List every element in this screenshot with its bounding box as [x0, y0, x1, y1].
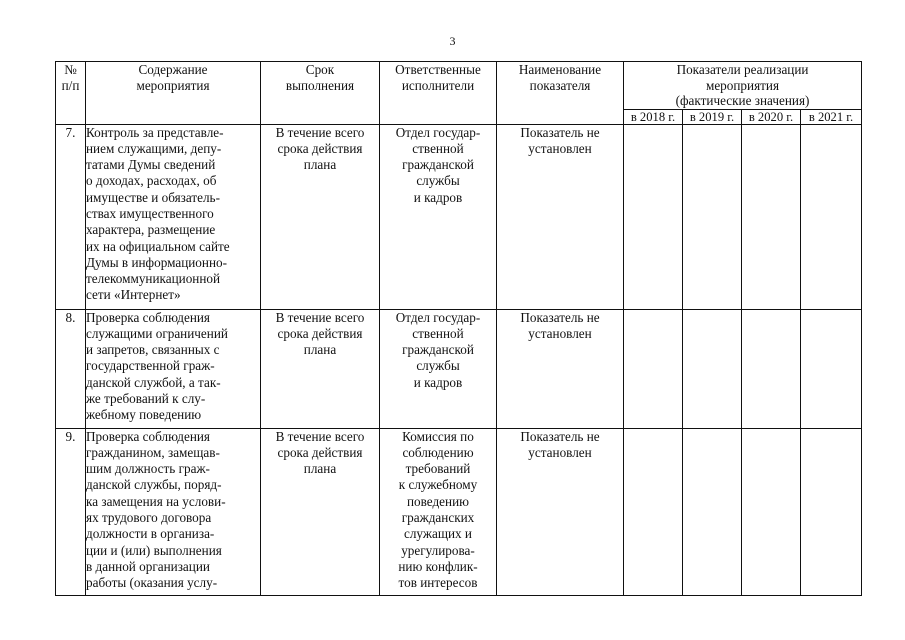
content-line: в данной организации	[86, 558, 210, 574]
header-group-line-2: мероприятия	[705, 77, 780, 93]
indicator-line: Показатель не	[520, 309, 600, 325]
responsible-line: ственной	[412, 140, 464, 156]
responsible-line: тов интересов	[398, 575, 478, 591]
content-line: данской службы, поряд-	[86, 477, 222, 493]
header-content	[86, 62, 261, 125]
term-line: плана	[303, 461, 337, 477]
responsible-line: Отдел государ-	[395, 309, 481, 325]
header-num-line-2: п/п	[61, 78, 80, 94]
content-line: ствах имущественного	[86, 205, 214, 221]
value-2019	[683, 309, 742, 428]
responsible-line: требований	[405, 461, 471, 477]
row-content	[86, 309, 261, 428]
content-line: работы (оказания услу-	[86, 575, 218, 591]
row-responsible	[380, 124, 497, 309]
header-year-2020: в 2020 г.	[742, 109, 801, 124]
term-line: срока действия	[277, 140, 363, 156]
header-year-2021: в 2021 г.	[801, 109, 862, 124]
header-responsible	[380, 62, 497, 125]
content-line: ции и (или) выполнения	[86, 542, 222, 558]
row-indicator	[497, 124, 624, 309]
row-responsible	[380, 309, 497, 428]
responsible-line: служащих и	[404, 526, 472, 542]
responsible-line: службы	[416, 358, 460, 374]
content-line: ях трудового договора	[86, 509, 212, 525]
value-2018	[624, 428, 683, 595]
term-line: срока действия	[277, 444, 363, 460]
responsible-line: гражданских	[401, 509, 475, 525]
row-number: 7.	[56, 124, 86, 309]
value-2018	[624, 124, 683, 309]
content-line: государственной граж-	[86, 358, 215, 374]
content-line: их на официальном сайте	[86, 238, 230, 254]
responsible-line: Комиссия по	[402, 428, 474, 444]
content-line: телекоммуникационной	[86, 271, 221, 287]
header-indicator-line-2: показателя	[529, 78, 591, 94]
row-responsible	[380, 428, 497, 595]
table-row	[56, 428, 862, 595]
content-line: служащими ограничений	[86, 325, 228, 341]
responsible-line: гражданской	[402, 157, 474, 173]
header-num-line-1: №	[64, 62, 77, 77]
value-2021	[801, 124, 862, 309]
row-content	[86, 124, 261, 309]
row-number: 9.	[56, 428, 86, 595]
content-line: Проверка соблюдения	[86, 309, 210, 325]
content-line: шим должность граж-	[86, 461, 210, 477]
header-num	[56, 62, 86, 125]
term-line: В течение всего	[275, 309, 365, 325]
responsible-line: ственной	[412, 325, 464, 341]
content-line: должности в организа-	[86, 526, 215, 542]
content-line: ка замещения на услови-	[86, 493, 226, 509]
header-year-2018: в 2018 г.	[624, 109, 683, 124]
content-line: о доходах, расходах, об	[86, 173, 217, 189]
indicator-line: установлен	[528, 325, 592, 341]
responsible-line: к служебному	[398, 477, 478, 493]
responsible-line: Отдел государ-	[395, 124, 481, 140]
header-responsible-line-1: Ответственные	[395, 62, 481, 77]
header-term-line-1: Срок	[305, 62, 335, 77]
term-line: плана	[303, 342, 337, 358]
header-indicator	[497, 62, 624, 125]
header-content-line-2: мероприятия	[136, 78, 210, 94]
content-line: сети «Интернет»	[86, 287, 181, 303]
indicator-line: установлен	[528, 140, 592, 156]
content-line: гражданином, замещав-	[86, 444, 220, 460]
content-line: нием служащими, депу-	[86, 140, 222, 156]
content-line: татами Думы сведений	[86, 157, 216, 173]
table-row	[56, 124, 862, 309]
responsible-line: и кадров	[413, 374, 463, 390]
row-term	[261, 309, 380, 428]
header-row	[56, 62, 862, 110]
value-2019	[683, 428, 742, 595]
row-term	[261, 124, 380, 309]
value-2020	[742, 124, 801, 309]
row-number: 8.	[56, 309, 86, 428]
term-line: В течение всего	[275, 124, 365, 140]
content-line: имуществе и обязатель-	[86, 189, 220, 205]
value-2020	[742, 428, 801, 595]
responsible-line: и кадров	[413, 189, 463, 205]
indicator-line: Показатель не	[520, 124, 600, 140]
value-2021	[801, 428, 862, 595]
indicator-line: установлен	[528, 444, 592, 460]
value-2021	[801, 309, 862, 428]
table-row	[56, 309, 862, 428]
row-term	[261, 428, 380, 595]
header-content-line-1: Содержание	[138, 62, 208, 77]
responsible-line: гражданской	[402, 342, 474, 358]
header-term-line-2: выполнения	[285, 78, 355, 94]
header-term	[261, 62, 380, 125]
content-line: Контроль за представле-	[86, 124, 224, 140]
value-2018	[624, 309, 683, 428]
row-indicator	[497, 428, 624, 595]
responsible-line: урегулирова-	[401, 542, 475, 558]
term-line: плана	[303, 157, 337, 173]
header-indicators-group	[624, 62, 862, 110]
row-indicator	[497, 309, 624, 428]
content-line: Проверка соблюдения	[86, 428, 210, 444]
value-2019	[683, 124, 742, 309]
responsible-line: службы	[416, 173, 460, 189]
header-group-line-1: Показатели реализации	[676, 62, 809, 77]
responsible-line: соблюдению	[402, 444, 474, 460]
content-line: жебному поведению	[86, 407, 202, 423]
term-line: В течение всего	[275, 428, 365, 444]
responsible-line: нию конфлик-	[398, 558, 478, 574]
header-responsible-line-2: исполнители	[401, 78, 475, 94]
header-indicator-line-1: Наименование	[518, 62, 602, 77]
action-plan-table	[55, 61, 862, 596]
term-line: срока действия	[277, 325, 363, 341]
content-line: и запретов, связанных с	[86, 342, 220, 358]
responsible-line: поведению	[406, 493, 469, 509]
indicator-line: Показатель не	[520, 428, 600, 444]
value-2020	[742, 309, 801, 428]
row-content	[86, 428, 261, 595]
content-line: же требований к слу-	[86, 390, 206, 406]
content-line: характера, размещение	[86, 222, 216, 238]
content-line: данской службой, а так-	[86, 374, 221, 390]
page-number: 3	[449, 34, 456, 48]
header-year-2019: в 2019 г.	[683, 109, 742, 124]
header-group-line-3: (фактические значения)	[675, 93, 810, 108]
content-line: Думы в информационно-	[86, 254, 228, 270]
